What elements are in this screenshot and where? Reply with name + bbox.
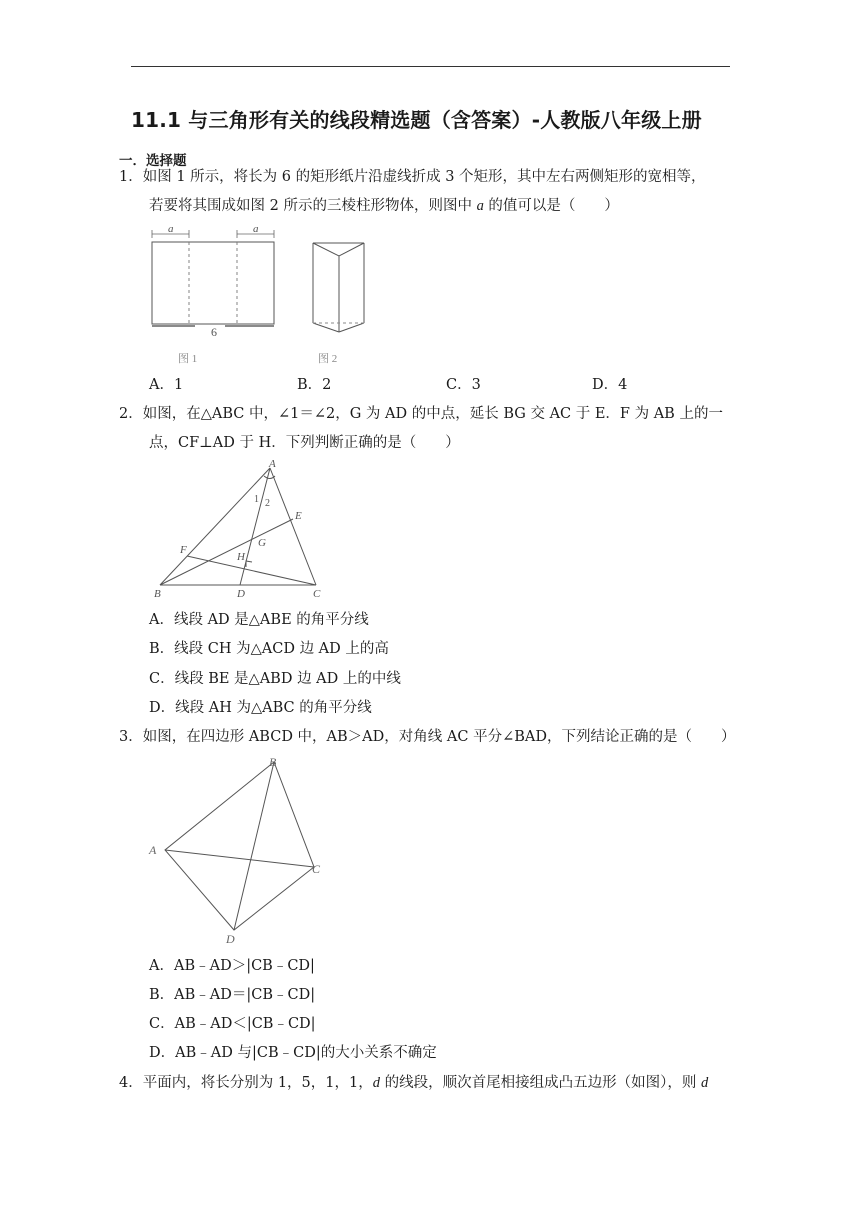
q3-option-d: D．AB﹣AD 与|CB﹣CD|的大小关系不确定 xyxy=(149,1045,437,1061)
fig1-caption: 图 1 xyxy=(178,353,198,365)
fig1-six: 6 xyxy=(211,325,217,339)
q3-option-b: B．AB﹣AD＝|CB﹣CD| xyxy=(149,987,316,1003)
label-D: D xyxy=(237,588,245,600)
page-title: 11.1 与三角形有关的线段精选题（含答案）-人教版八年级上册 xyxy=(131,108,702,132)
q3-option-a: A．AB﹣AD＞|CB﹣CD| xyxy=(149,958,315,974)
label-C: C xyxy=(313,588,321,600)
label-C: C xyxy=(312,862,321,876)
q2-figure xyxy=(140,455,340,605)
angle-1: 1 xyxy=(254,494,259,505)
q1-option-a: A．1 xyxy=(149,377,184,393)
label-E: E xyxy=(295,510,302,522)
q2-option-d: D．线段 AH 为△ABC 的角平分线 xyxy=(149,700,372,716)
section-heading: 一．选择题 xyxy=(119,153,187,169)
label-B: B xyxy=(154,588,161,600)
fig1-a-right: a xyxy=(253,223,259,235)
q1-option-c: C．3 xyxy=(446,377,481,393)
label-A: A xyxy=(269,458,276,470)
header-rule xyxy=(131,66,730,67)
q3-line1: 3．如图，在四边形 ABCD 中，AB＞AD，对角线 AC 平分∠BAD，下列结论正确的是（ ） xyxy=(119,729,736,745)
label-H: H xyxy=(237,551,245,563)
label-D: D xyxy=(226,932,235,946)
label-B: B xyxy=(269,755,277,769)
q4-line1: 4．平面内，将长分别为 1，5，1，1，d 的线段，顺次首尾相接组成凸五边形（如图），则 d xyxy=(119,1075,709,1091)
q1-line2: 若要将其围成如图 2 所示的三棱柱形物体，则图中 a 的值可以是（ ） xyxy=(149,198,619,214)
q1-option-b: B．2 xyxy=(297,377,332,393)
q2-option-a: A．线段 AD 是△ABE 的角平分线 xyxy=(149,612,369,628)
q1-figure xyxy=(140,220,380,370)
q2-line1: 2．如图，在△ABC 中，∠1＝∠2，G 为 AD 的中点，延长 BG 交 AC 于 E．F 为 AB 上的一 xyxy=(119,406,723,422)
fig1-a-left: a xyxy=(168,223,174,235)
label-F: F xyxy=(180,544,187,556)
q2-option-b: B．线段 CH 为△ACD 边 AD 上的高 xyxy=(149,641,389,657)
q1-option-d: D．4 xyxy=(592,377,628,393)
q3-option-c: C．AB﹣AD＜|CB﹣CD| xyxy=(149,1016,316,1032)
q2-line2: 点，CF⊥AD 于 H．下列判断正确的是（ ） xyxy=(149,435,460,451)
q1-line1: 1．如图 1 所示，将长为 6 的矩形纸片沿虚线折成 3 个矩形，其中左右两侧矩形的宽相等， xyxy=(119,169,706,185)
label-A: A xyxy=(149,843,157,857)
q3-figure xyxy=(140,752,340,947)
q2-option-c: C．线段 BE 是△ABD 边 AD 上的中线 xyxy=(149,671,401,687)
angle-2: 2 xyxy=(265,498,270,509)
fig2-caption: 图 2 xyxy=(318,353,338,365)
label-G: G xyxy=(258,537,266,549)
